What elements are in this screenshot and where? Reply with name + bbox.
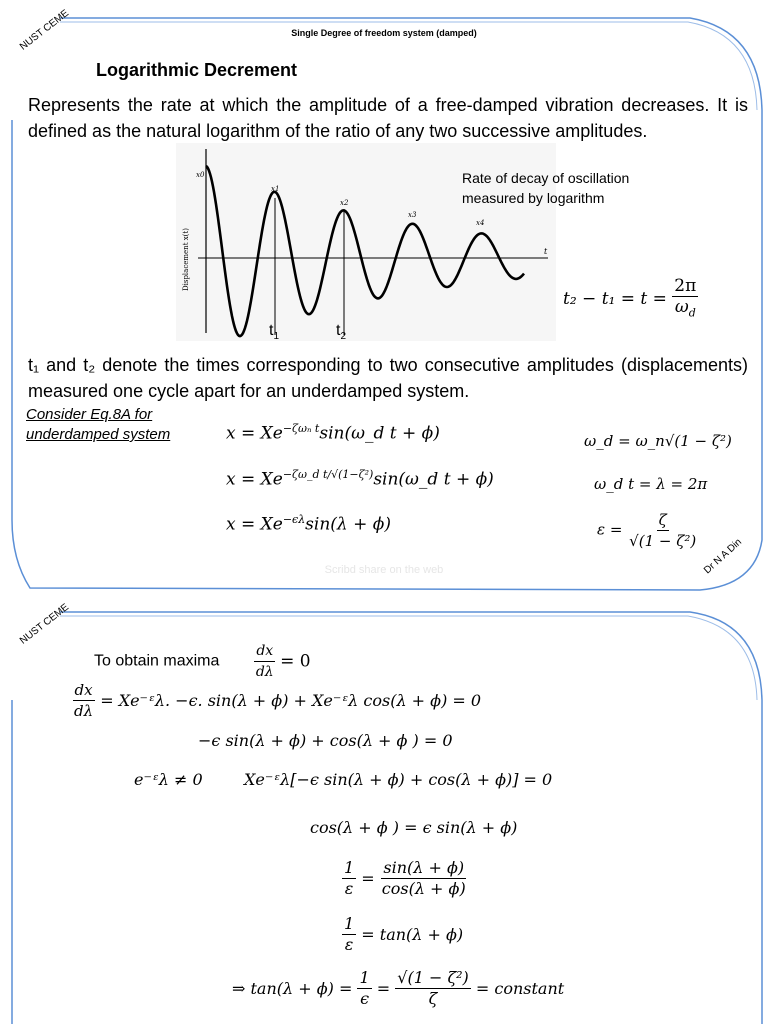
equation-omega-d: ω_d = ω_n√(1 − ζ²): [584, 432, 732, 450]
graph-annotation-line2: measured by logarithm: [462, 190, 605, 206]
peak-label-x1: x1: [271, 185, 280, 193]
t2-label: $t_2$: [336, 322, 347, 343]
equation-lambda: ω_d t = λ = 2π: [594, 475, 708, 493]
t1-label: $t_1$: [269, 322, 280, 343]
derivative-line: $\frac{dx}{d\lambda}$ = Xe⁻ᵋλ. −ϵ. sin(λ + ϕ) + Xe⁻ᵋλ cos(λ + ϕ) = 0: [74, 681, 482, 720]
step-line-5: $\frac{1}{\varepsilon}$ = $\frac{\sin(\lambda + \phi)}{\cos(\lambda + \phi)}$: [344, 858, 466, 898]
step-line-7: ⇒ tan(λ + ϕ) = $\frac{1}{\epsilon}$ = $\frac{\text{√(1 − ζ²)}}{\zeta}$ = constant: [232, 968, 565, 1008]
peak-label-x4: x4: [476, 219, 485, 227]
peak-label-x2: x2: [340, 199, 349, 207]
equation-3: $x = Xe^{-\epsilon\lambda}\sin(\lambda + \phi)$: [226, 513, 391, 535]
consider-note: Consider Eq.8A for underdamped system: [26, 406, 171, 443]
y-axis-label: Displacement x(t): [182, 228, 190, 291]
graph-annotation: [462, 168, 629, 208]
intro-paragraph: Represents the rate at which the amplitude of a free-damped vibration decreases. It is defined as the natural logarithm of the ratio of any two successive amplitudes.: [28, 95, 748, 141]
maxima-line: To obtain maxima $\frac{dx}{d\lambda}$ = 0: [94, 643, 311, 680]
equation-1: $x = Xe^{-\zeta\omega_n t}\sin(\omega\_d$ t + ϕ): [226, 422, 440, 444]
watermark: Scribd share on the web: [324, 564, 444, 576]
step-line-2: −ϵ sin(λ + ϕ) + cos(λ + ϕ ) = 0: [198, 731, 453, 750]
peak-label-x0: x0: [196, 171, 205, 179]
corner-label-top-left-2: NUST CEME: [18, 601, 72, 647]
corner-label-top-left: NUST CEME: [18, 7, 72, 53]
step-line-3b: Xe⁻ᵋλ[−ϵ sin(λ + ϕ) + cos(λ + ϕ)] = 0: [244, 770, 553, 789]
step-line-4: cos(λ + ϕ ) = ϵ sin(λ + ϕ): [310, 818, 518, 837]
graph-annotation-line1: Rate of decay of oscillation: [462, 170, 630, 186]
page-title: Logarithmic Decrement: [96, 60, 298, 80]
corner-label-bottom-right: Dr N A Din: [702, 536, 745, 577]
times-paragraph: t₁ and t₂ denote the times corresponding to two consecutive amplitudes (displacements) measured one cycle apart for an underdamped system.: [28, 355, 748, 401]
x-axis-label: t: [544, 247, 548, 256]
slide-header: Single Degree of freedom system (damped): [291, 28, 477, 38]
step-line-6: $\frac{1}{\varepsilon}$ = tan(λ + ϕ): [344, 914, 464, 954]
peak-label-x3: x3: [408, 211, 417, 219]
equation-epsilon: ε = $\frac{\zeta}{\text{√(1 − ζ²)}}$: [597, 511, 697, 550]
period-equation: t₂ − t₁ = t = $\frac{2\pi}{\omega_d}$: [563, 276, 697, 320]
equation-2: $x = Xe^{-\zeta\omega\_d t/√(1-\zeta^2)}\sin(\omega\_d$ t + ϕ): [226, 468, 494, 490]
step-line-3a: e⁻ᵋλ ≠ 0: [134, 770, 203, 789]
